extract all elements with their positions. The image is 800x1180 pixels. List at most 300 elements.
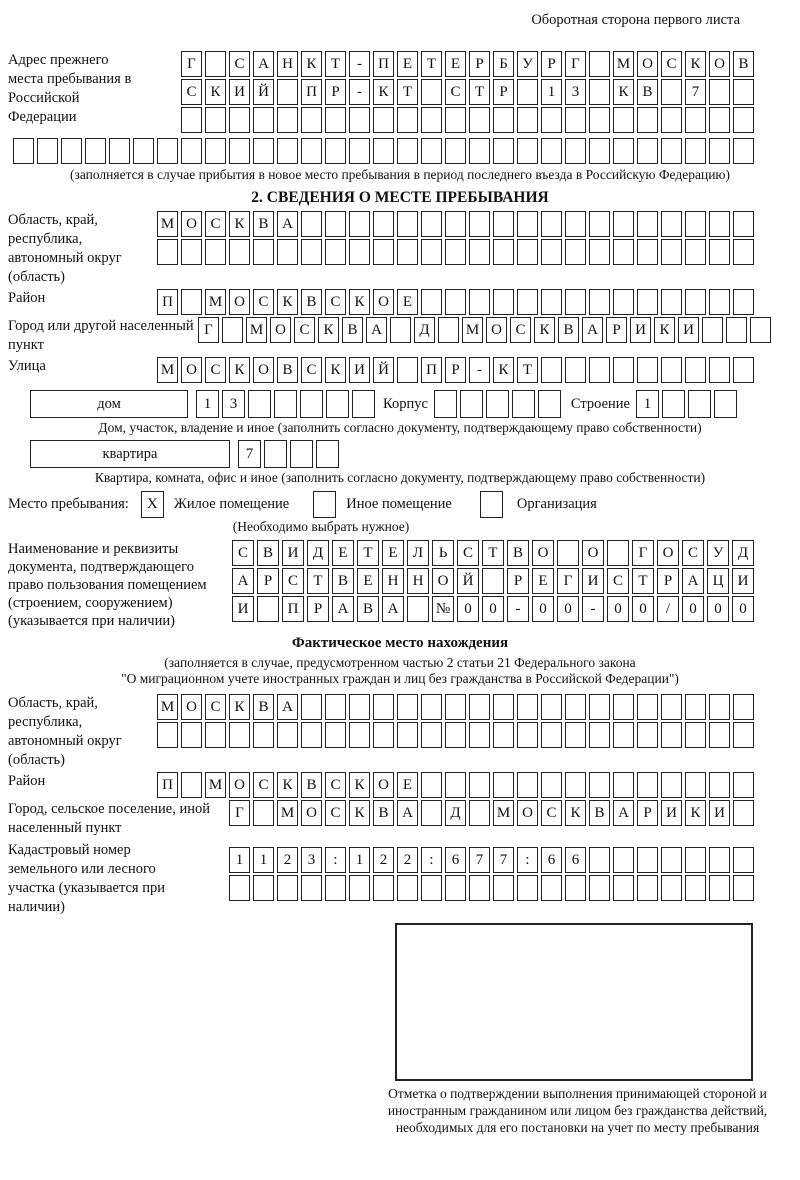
char-cell[interactable] xyxy=(517,722,538,748)
char-cell[interactable] xyxy=(373,239,394,265)
char-cell[interactable] xyxy=(229,875,250,901)
char-cell[interactable] xyxy=(205,107,226,133)
char-cell[interactable] xyxy=(445,694,466,720)
char-cell[interactable] xyxy=(637,722,658,748)
char-cell[interactable] xyxy=(133,138,154,164)
char-cell[interactable] xyxy=(397,138,418,164)
char-cell[interactable]: Е xyxy=(397,772,418,798)
char-cell[interactable] xyxy=(733,357,754,383)
char-cell[interactable]: М xyxy=(157,694,178,720)
char-cell[interactable]: Г xyxy=(565,51,586,77)
char-cell[interactable]: : xyxy=(421,847,442,873)
char-cell[interactable] xyxy=(709,875,730,901)
char-cell[interactable] xyxy=(325,875,346,901)
char-cell[interactable] xyxy=(733,847,754,873)
char-cell[interactable] xyxy=(469,772,490,798)
char-cell[interactable] xyxy=(517,289,538,315)
char-cell[interactable]: / xyxy=(657,596,679,622)
char-cell[interactable] xyxy=(301,211,322,237)
char-cell[interactable] xyxy=(421,79,442,105)
char-cell[interactable]: У xyxy=(517,51,538,77)
char-cell[interactable]: К xyxy=(301,51,322,77)
char-cell[interactable]: К xyxy=(349,289,370,315)
char-cell[interactable]: С xyxy=(232,540,254,566)
char-cell[interactable] xyxy=(181,239,202,265)
char-cell[interactable]: И xyxy=(282,540,304,566)
char-cell[interactable]: Р xyxy=(445,357,466,383)
char-cell[interactable]: : xyxy=(517,847,538,873)
char-cell[interactable] xyxy=(253,107,274,133)
char-cell[interactable]: А xyxy=(277,694,298,720)
char-cell[interactable]: К xyxy=(373,79,394,105)
char-cell[interactable] xyxy=(469,800,490,826)
char-cell[interactable]: В xyxy=(301,772,322,798)
char-cell[interactable]: 0 xyxy=(632,596,654,622)
char-cell[interactable] xyxy=(493,694,514,720)
char-cell[interactable] xyxy=(469,289,490,315)
char-cell[interactable]: Й xyxy=(373,357,394,383)
char-cell[interactable]: А xyxy=(277,211,298,237)
char-cell[interactable] xyxy=(493,722,514,748)
char-cell[interactable] xyxy=(685,138,706,164)
char-cell[interactable] xyxy=(685,239,706,265)
char-cell[interactable]: 0 xyxy=(482,596,504,622)
char-cell[interactable] xyxy=(301,138,322,164)
char-cell[interactable] xyxy=(469,107,490,133)
char-cell[interactable] xyxy=(637,357,658,383)
char-cell[interactable] xyxy=(397,694,418,720)
char-cell[interactable] xyxy=(373,138,394,164)
char-cell[interactable]: П xyxy=(282,596,304,622)
char-cell[interactable]: П xyxy=(157,289,178,315)
char-cell[interactable] xyxy=(445,289,466,315)
char-cell[interactable] xyxy=(349,211,370,237)
char-cell[interactable]: 0 xyxy=(457,596,479,622)
char-cell[interactable] xyxy=(589,289,610,315)
char-cell[interactable]: К xyxy=(349,800,370,826)
char-cell[interactable] xyxy=(709,138,730,164)
char-cell[interactable] xyxy=(517,107,538,133)
char-cell[interactable] xyxy=(445,772,466,798)
char-cell[interactable]: Р xyxy=(606,317,627,343)
char-cell[interactable] xyxy=(565,211,586,237)
char-cell[interactable]: - xyxy=(349,51,370,77)
char-cell[interactable] xyxy=(661,211,682,237)
char-cell[interactable]: 7 xyxy=(469,847,490,873)
char-cell[interactable]: О xyxy=(301,800,322,826)
char-cell[interactable]: М xyxy=(493,800,514,826)
char-cell[interactable] xyxy=(290,440,313,468)
char-cell[interactable] xyxy=(607,540,629,566)
char-cell[interactable] xyxy=(13,138,34,164)
char-cell[interactable]: В xyxy=(637,79,658,105)
char-cell[interactable] xyxy=(181,107,202,133)
char-cell[interactable] xyxy=(277,875,298,901)
char-cell[interactable] xyxy=(229,138,250,164)
char-cell[interactable]: Т xyxy=(632,568,654,594)
char-cell[interactable] xyxy=(253,138,274,164)
char-cell[interactable] xyxy=(277,722,298,748)
char-cell[interactable]: П xyxy=(301,79,322,105)
char-cell[interactable] xyxy=(589,357,610,383)
char-cell[interactable] xyxy=(517,211,538,237)
char-cell[interactable] xyxy=(301,722,322,748)
char-cell[interactable]: Л xyxy=(407,540,429,566)
char-cell[interactable]: С xyxy=(541,800,562,826)
char-cell[interactable]: М xyxy=(157,211,178,237)
char-cell[interactable]: О xyxy=(373,289,394,315)
char-cell[interactable]: 1 xyxy=(229,847,250,873)
char-cell[interactable]: Р xyxy=(637,800,658,826)
char-cell[interactable]: К xyxy=(229,357,250,383)
char-cell[interactable] xyxy=(661,239,682,265)
char-cell[interactable] xyxy=(733,211,754,237)
char-cell[interactable] xyxy=(397,357,418,383)
char-cell[interactable] xyxy=(565,239,586,265)
char-cell[interactable]: О xyxy=(582,540,604,566)
char-cell[interactable] xyxy=(733,107,754,133)
char-cell[interactable] xyxy=(541,107,562,133)
char-cell[interactable] xyxy=(493,772,514,798)
char-cell[interactable]: Е xyxy=(397,51,418,77)
char-cell[interactable] xyxy=(301,875,322,901)
char-cell[interactable] xyxy=(709,289,730,315)
char-cell[interactable] xyxy=(589,694,610,720)
char-cell[interactable] xyxy=(373,875,394,901)
char-cell[interactable] xyxy=(181,722,202,748)
char-cell[interactable]: 7 xyxy=(493,847,514,873)
char-cell[interactable]: Е xyxy=(397,289,418,315)
char-cell[interactable] xyxy=(709,847,730,873)
char-cell[interactable] xyxy=(661,289,682,315)
char-cell[interactable]: 1 xyxy=(541,79,562,105)
char-cell[interactable] xyxy=(565,107,586,133)
char-cell[interactable]: Т xyxy=(357,540,379,566)
char-cell[interactable]: Е xyxy=(382,540,404,566)
char-cell[interactable]: О xyxy=(253,357,274,383)
char-cell[interactable]: Ь xyxy=(432,540,454,566)
char-cell[interactable] xyxy=(726,317,747,343)
char-cell[interactable] xyxy=(493,138,514,164)
char-cell[interactable] xyxy=(445,722,466,748)
char-cell[interactable]: У xyxy=(707,540,729,566)
char-cell[interactable] xyxy=(349,722,370,748)
char-cell[interactable] xyxy=(750,317,771,343)
char-cell[interactable]: П xyxy=(157,772,178,798)
char-cell[interactable]: - xyxy=(582,596,604,622)
char-cell[interactable]: К xyxy=(229,211,250,237)
char-cell[interactable] xyxy=(421,722,442,748)
char-cell[interactable] xyxy=(300,390,323,418)
char-cell[interactable] xyxy=(613,289,634,315)
char-cell[interactable]: А xyxy=(397,800,418,826)
char-cell[interactable] xyxy=(421,211,442,237)
char-cell[interactable] xyxy=(541,239,562,265)
char-cell[interactable]: О xyxy=(229,289,250,315)
char-cell[interactable]: 0 xyxy=(532,596,554,622)
char-cell[interactable] xyxy=(661,694,682,720)
char-cell[interactable]: К xyxy=(318,317,339,343)
char-cell[interactable] xyxy=(661,79,682,105)
char-cell[interactable]: К xyxy=(277,772,298,798)
char-cell[interactable] xyxy=(205,51,226,77)
char-cell[interactable] xyxy=(373,722,394,748)
char-cell[interactable]: С xyxy=(661,51,682,77)
char-cell[interactable]: С xyxy=(205,211,226,237)
char-cell[interactable]: А xyxy=(682,568,704,594)
char-cell[interactable]: Е xyxy=(332,540,354,566)
char-cell[interactable] xyxy=(517,694,538,720)
char-cell[interactable]: Р xyxy=(325,79,346,105)
char-cell[interactable]: - xyxy=(507,596,529,622)
char-cell[interactable]: С xyxy=(253,289,274,315)
char-cell[interactable] xyxy=(565,694,586,720)
char-cell[interactable] xyxy=(222,317,243,343)
char-cell[interactable]: С xyxy=(457,540,479,566)
char-cell[interactable] xyxy=(373,211,394,237)
char-cell[interactable]: Р xyxy=(257,568,279,594)
char-cell[interactable]: Т xyxy=(307,568,329,594)
char-cell[interactable] xyxy=(421,107,442,133)
zhiloe-checkbox[interactable]: X xyxy=(141,491,164,518)
char-cell[interactable] xyxy=(637,211,658,237)
char-cell[interactable]: Г xyxy=(229,800,250,826)
char-cell[interactable]: Р xyxy=(469,51,490,77)
char-cell[interactable]: М xyxy=(462,317,483,343)
char-cell[interactable] xyxy=(517,138,538,164)
char-cell[interactable] xyxy=(349,239,370,265)
char-cell[interactable] xyxy=(733,800,754,826)
char-cell[interactable]: 7 xyxy=(238,440,261,468)
char-cell[interactable] xyxy=(434,390,457,418)
char-cell[interactable] xyxy=(589,138,610,164)
char-cell[interactable]: № xyxy=(432,596,454,622)
char-cell[interactable] xyxy=(373,107,394,133)
char-cell[interactable]: 0 xyxy=(557,596,579,622)
char-cell[interactable] xyxy=(709,79,730,105)
char-cell[interactable] xyxy=(493,107,514,133)
char-cell[interactable] xyxy=(229,722,250,748)
char-cell[interactable] xyxy=(248,390,271,418)
char-cell[interactable]: В xyxy=(332,568,354,594)
char-cell[interactable]: - xyxy=(349,79,370,105)
char-cell[interactable]: К xyxy=(534,317,555,343)
char-cell[interactable] xyxy=(589,875,610,901)
char-cell[interactable]: О xyxy=(270,317,291,343)
char-cell[interactable]: Б xyxy=(493,51,514,77)
char-cell[interactable] xyxy=(469,694,490,720)
char-cell[interactable]: В xyxy=(373,800,394,826)
char-cell[interactable] xyxy=(685,694,706,720)
char-cell[interactable] xyxy=(445,107,466,133)
char-cell[interactable]: 3 xyxy=(301,847,322,873)
char-cell[interactable] xyxy=(541,138,562,164)
char-cell[interactable] xyxy=(421,800,442,826)
char-cell[interactable]: В xyxy=(253,211,274,237)
char-cell[interactable]: О xyxy=(181,694,202,720)
char-cell[interactable] xyxy=(264,440,287,468)
char-cell[interactable] xyxy=(229,107,250,133)
char-cell[interactable]: Г xyxy=(557,568,579,594)
char-cell[interactable]: К xyxy=(325,357,346,383)
char-cell[interactable]: О xyxy=(373,772,394,798)
char-cell[interactable] xyxy=(589,51,610,77)
char-cell[interactable] xyxy=(181,138,202,164)
char-cell[interactable]: Ц xyxy=(707,568,729,594)
char-cell[interactable] xyxy=(565,772,586,798)
char-cell[interactable] xyxy=(421,694,442,720)
char-cell[interactable] xyxy=(181,289,202,315)
char-cell[interactable]: Р xyxy=(507,568,529,594)
char-cell[interactable] xyxy=(469,211,490,237)
char-cell[interactable]: С xyxy=(301,357,322,383)
char-cell[interactable] xyxy=(517,239,538,265)
char-cell[interactable]: Р xyxy=(541,51,562,77)
char-cell[interactable]: Т xyxy=(397,79,418,105)
char-cell[interactable]: О xyxy=(486,317,507,343)
char-cell[interactable]: 1 xyxy=(253,847,274,873)
char-cell[interactable]: А xyxy=(366,317,387,343)
char-cell[interactable]: 2 xyxy=(277,847,298,873)
char-cell[interactable] xyxy=(493,211,514,237)
char-cell[interactable]: Й xyxy=(457,568,479,594)
char-cell[interactable] xyxy=(397,107,418,133)
char-cell[interactable] xyxy=(493,239,514,265)
char-cell[interactable] xyxy=(661,357,682,383)
char-cell[interactable] xyxy=(407,596,429,622)
char-cell[interactable] xyxy=(349,138,370,164)
char-cell[interactable] xyxy=(445,875,466,901)
char-cell[interactable]: С xyxy=(181,79,202,105)
char-cell[interactable] xyxy=(493,875,514,901)
char-cell[interactable] xyxy=(589,107,610,133)
char-cell[interactable] xyxy=(325,107,346,133)
char-cell[interactable] xyxy=(460,390,483,418)
char-cell[interactable]: Т xyxy=(421,51,442,77)
char-cell[interactable] xyxy=(493,289,514,315)
char-cell[interactable] xyxy=(709,694,730,720)
char-cell[interactable] xyxy=(517,875,538,901)
char-cell[interactable] xyxy=(685,875,706,901)
char-cell[interactable]: С xyxy=(253,772,274,798)
char-cell[interactable]: Д xyxy=(307,540,329,566)
char-cell[interactable]: 6 xyxy=(445,847,466,873)
char-cell[interactable] xyxy=(589,239,610,265)
char-cell[interactable] xyxy=(685,772,706,798)
char-cell[interactable] xyxy=(709,357,730,383)
char-cell[interactable] xyxy=(486,390,509,418)
char-cell[interactable] xyxy=(565,875,586,901)
char-cell[interactable] xyxy=(421,289,442,315)
char-cell[interactable]: И xyxy=(229,79,250,105)
char-cell[interactable] xyxy=(253,875,274,901)
char-cell[interactable]: С xyxy=(325,289,346,315)
char-cell[interactable] xyxy=(421,138,442,164)
char-cell[interactable]: Г xyxy=(632,540,654,566)
char-cell[interactable]: Й xyxy=(253,79,274,105)
char-cell[interactable] xyxy=(613,107,634,133)
char-cell[interactable] xyxy=(109,138,130,164)
char-cell[interactable] xyxy=(565,289,586,315)
char-cell[interactable]: С xyxy=(294,317,315,343)
char-cell[interactable]: О xyxy=(432,568,454,594)
char-cell[interactable]: А xyxy=(232,568,254,594)
char-cell[interactable]: А xyxy=(582,317,603,343)
char-cell[interactable] xyxy=(613,875,634,901)
char-cell[interactable] xyxy=(277,107,298,133)
char-cell[interactable] xyxy=(541,211,562,237)
char-cell[interactable] xyxy=(301,239,322,265)
char-cell[interactable]: К xyxy=(685,800,706,826)
char-cell[interactable] xyxy=(469,722,490,748)
char-cell[interactable]: 1 xyxy=(636,390,659,418)
char-cell[interactable] xyxy=(613,239,634,265)
char-cell[interactable]: 1 xyxy=(349,847,370,873)
char-cell[interactable]: О xyxy=(517,800,538,826)
char-cell[interactable] xyxy=(685,211,706,237)
char-cell[interactable] xyxy=(685,289,706,315)
char-cell[interactable]: 6 xyxy=(541,847,562,873)
char-cell[interactable]: 0 xyxy=(607,596,629,622)
char-cell[interactable] xyxy=(541,694,562,720)
char-cell[interactable]: Т xyxy=(469,79,490,105)
char-cell[interactable]: В xyxy=(257,540,279,566)
char-cell[interactable] xyxy=(709,107,730,133)
char-cell[interactable] xyxy=(733,772,754,798)
char-cell[interactable] xyxy=(709,772,730,798)
char-cell[interactable] xyxy=(325,239,346,265)
char-cell[interactable]: К xyxy=(277,289,298,315)
char-cell[interactable]: О xyxy=(181,357,202,383)
char-cell[interactable] xyxy=(565,357,586,383)
char-cell[interactable] xyxy=(709,722,730,748)
char-cell[interactable]: Д xyxy=(732,540,754,566)
char-cell[interactable]: Д xyxy=(445,800,466,826)
char-cell[interactable]: К xyxy=(654,317,675,343)
char-cell[interactable] xyxy=(438,317,459,343)
char-cell[interactable]: С xyxy=(205,694,226,720)
char-cell[interactable]: О xyxy=(532,540,554,566)
char-cell[interactable] xyxy=(661,138,682,164)
char-cell[interactable] xyxy=(517,79,538,105)
char-cell[interactable] xyxy=(733,239,754,265)
char-cell[interactable]: В xyxy=(733,51,754,77)
char-cell[interactable]: 3 xyxy=(565,79,586,105)
char-cell[interactable] xyxy=(589,847,610,873)
char-cell[interactable] xyxy=(637,289,658,315)
char-cell[interactable] xyxy=(277,79,298,105)
char-cell[interactable] xyxy=(325,138,346,164)
char-cell[interactable]: Р xyxy=(493,79,514,105)
char-cell[interactable] xyxy=(637,772,658,798)
char-cell[interactable] xyxy=(397,722,418,748)
organizacia-checkbox[interactable] xyxy=(480,491,503,518)
char-cell[interactable] xyxy=(512,390,535,418)
char-cell[interactable] xyxy=(733,79,754,105)
char-cell[interactable]: М xyxy=(157,357,178,383)
char-cell[interactable]: В xyxy=(253,694,274,720)
char-cell[interactable] xyxy=(733,875,754,901)
char-cell[interactable] xyxy=(61,138,82,164)
char-cell[interactable] xyxy=(445,239,466,265)
char-cell[interactable]: : xyxy=(325,847,346,873)
char-cell[interactable]: 2 xyxy=(373,847,394,873)
char-cell[interactable] xyxy=(613,772,634,798)
char-cell[interactable] xyxy=(565,138,586,164)
char-cell[interactable]: С xyxy=(510,317,531,343)
char-cell[interactable]: К xyxy=(349,772,370,798)
char-cell[interactable] xyxy=(277,239,298,265)
